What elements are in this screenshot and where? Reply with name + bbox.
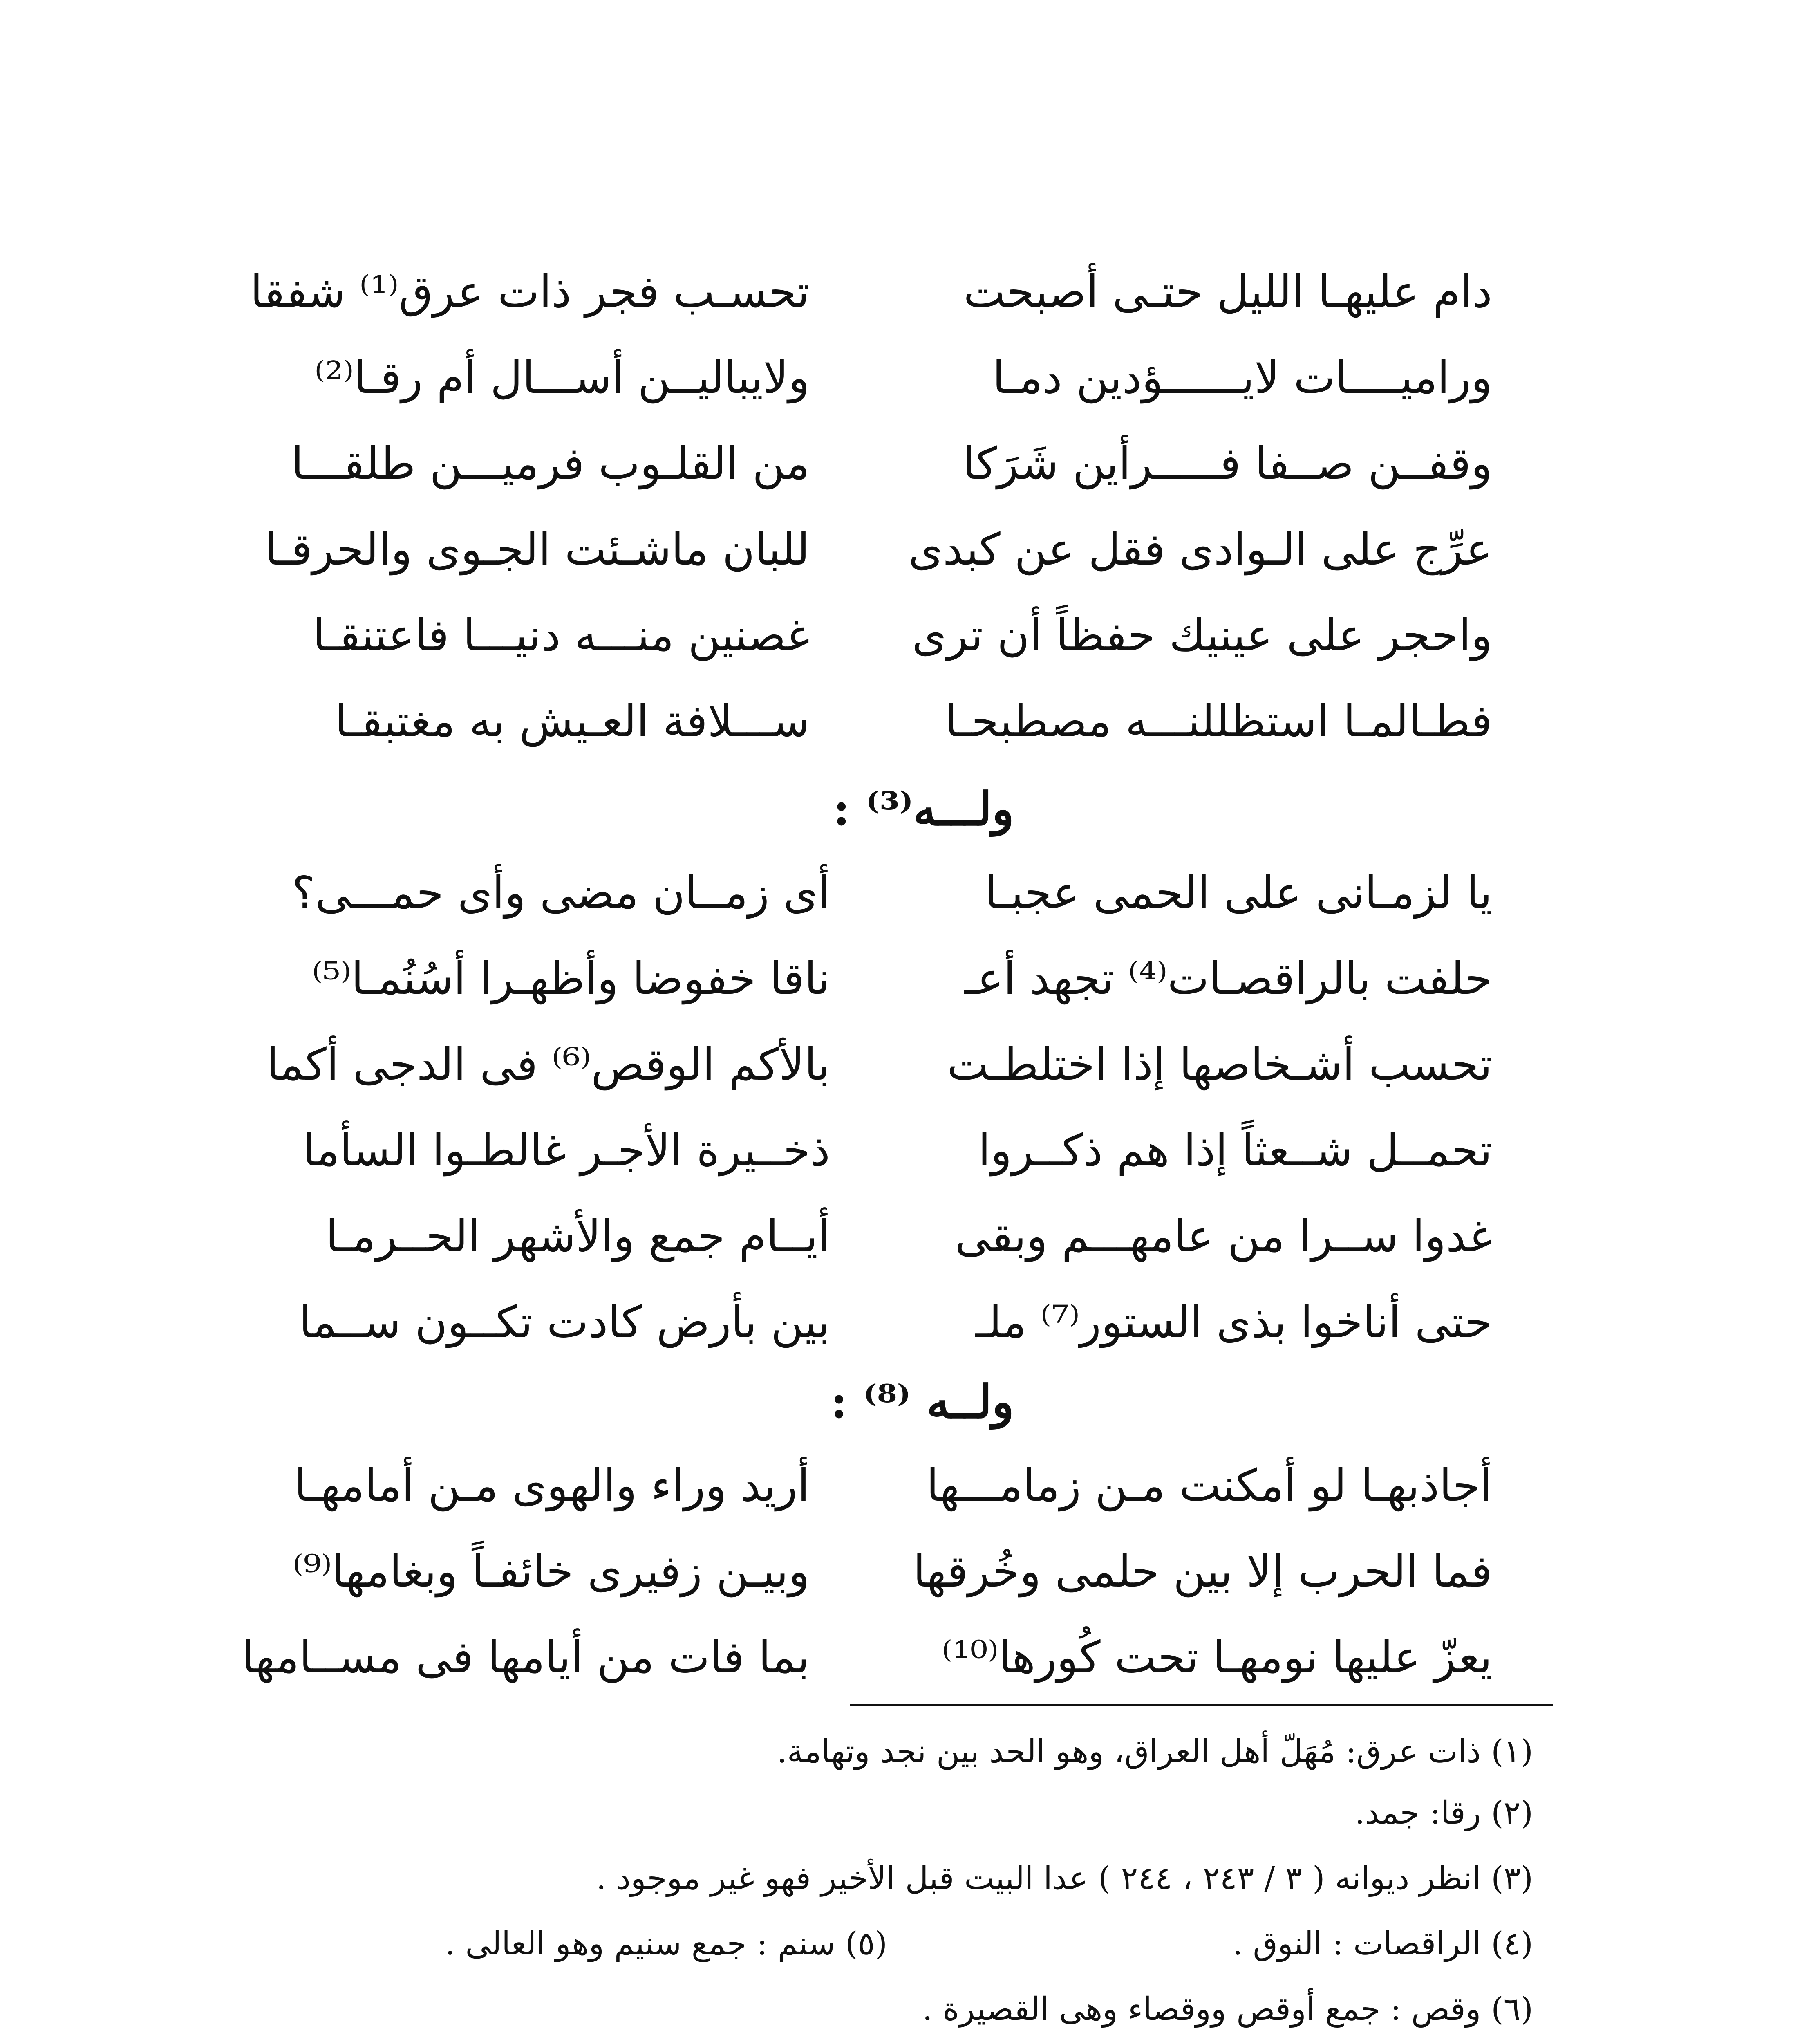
verse-7-left: أى زمــان مضى وأى حمـــى؟ (291, 867, 830, 919)
footnote-5: (٥) سنم : جمع سنيم وهو العالى . (445, 1925, 887, 1962)
verse-7-right: يا لزمـانى على الحمى عجبـا (985, 867, 1492, 919)
verse-4-right: عرِّج على الـوادى فقل عن كبدى (908, 524, 1492, 575)
section-heading-2: ولـــه⁽³⁾ : (833, 782, 1014, 836)
section-heading-3: ولــه ⁽⁸⁾ : (831, 1375, 1014, 1429)
footnote-2: (٢) رقا: جمد. (1354, 1795, 1533, 1831)
verse-6-left: ســـلافة العـيش به مغتبقـا (335, 696, 810, 747)
verse-6-right: فطـالمـا استظللنـــه مصطبحـا (945, 696, 1492, 747)
verse-8-left: ناقا خفوضا وأظهـرا أسُنُمـا⁽⁵⁾ (312, 953, 830, 1004)
verse-12-left: بين بأرض كادت تكــون ســما (299, 1297, 830, 1348)
verse-14-right: فما الحرب إلا بين حلمى وخُرقها (913, 1546, 1492, 1597)
verse-8-right: حلفت بالراقصـات⁽⁴⁾ تجهد أعـ (964, 953, 1492, 1004)
footnote-1: (١) ذات عرق: مُهَلّ أهل العراق، وهو الحد بين نجد وتهامة. (777, 1733, 1533, 1770)
verse-11-right: غدوا ســرا من عامهـــم وبقى (955, 1211, 1492, 1262)
verse-1-left: تحسـب فجر ذات عرق⁽¹⁾ شفقا (250, 267, 810, 318)
verse-10-right: تحمــل شــعثاً إذا هم ذكــروا (978, 1125, 1492, 1176)
verse-2-right: وراميــــات لايــــــؤدين دمـا (992, 352, 1492, 403)
verse-5-left: غصنين منـــه دنيـــا فاعتنقـا (313, 610, 810, 661)
footnote-4: (٤) الراقصات : النوق . (1232, 1925, 1533, 1962)
verse-9-left: بالأكم الوقص⁽⁶⁾ فى الدجى أكما (266, 1039, 830, 1090)
verse-10-left: ذخــيرة الأجـر غالطـوا السأما (302, 1125, 830, 1176)
footnote-3: (٣) انظر ديوانه ( ٣ / ٢٤٣ ، ٢٤٤ ) عدا البيت قبل الأخير فهو غير موجود . (596, 1860, 1533, 1897)
verse-3-right: وقفــن صــفا فـــــرأين شَرَكا (963, 438, 1492, 489)
footnote-6: (٦) وقص : جمع أوقص ووقصاء وهى القصيرة . (922, 1991, 1533, 2028)
verse-12-right: حتى أناخوا بذى الستور⁽⁷⁾ ملـ (975, 1297, 1492, 1348)
verse-3-left: من القلـوب فرميـــن طلقـــا (291, 438, 810, 489)
verse-15-left: بما فات من أيامها فى مســامها (242, 1632, 810, 1683)
verse-2-left: ولايباليــن أســـال أم رقـا⁽²⁾ (314, 352, 810, 403)
verse-4-left: للبان ماشـئت الجـوى والحرقـا (264, 524, 810, 575)
verse-13-left: أريد وراء والهوى مـن أمامهـا (294, 1460, 810, 1511)
footnote-separator (850, 1704, 1553, 1706)
verse-14-left: وبيـن زفيرى خائفـاً وبغامها⁽⁹⁾ (292, 1546, 810, 1597)
verse-1-right: دام عليهـا الليل حتـى أصبحت (963, 267, 1492, 318)
verse-5-right: واحجر على عينيك حفظاً أن ترى (912, 610, 1492, 661)
verse-13-right: أجاذبهـا لو أمكنت مـن زمامـــها (926, 1460, 1492, 1511)
verse-15-right: يعزّ عليها نومهـا تحت كُورها⁽¹⁰⁾ (941, 1632, 1492, 1683)
verse-9-right: تحسب أشـخاصها إذا اختلطـت (947, 1039, 1492, 1090)
verse-11-left: أيــام جمع والأشهر الحــرمـا (325, 1211, 830, 1262)
